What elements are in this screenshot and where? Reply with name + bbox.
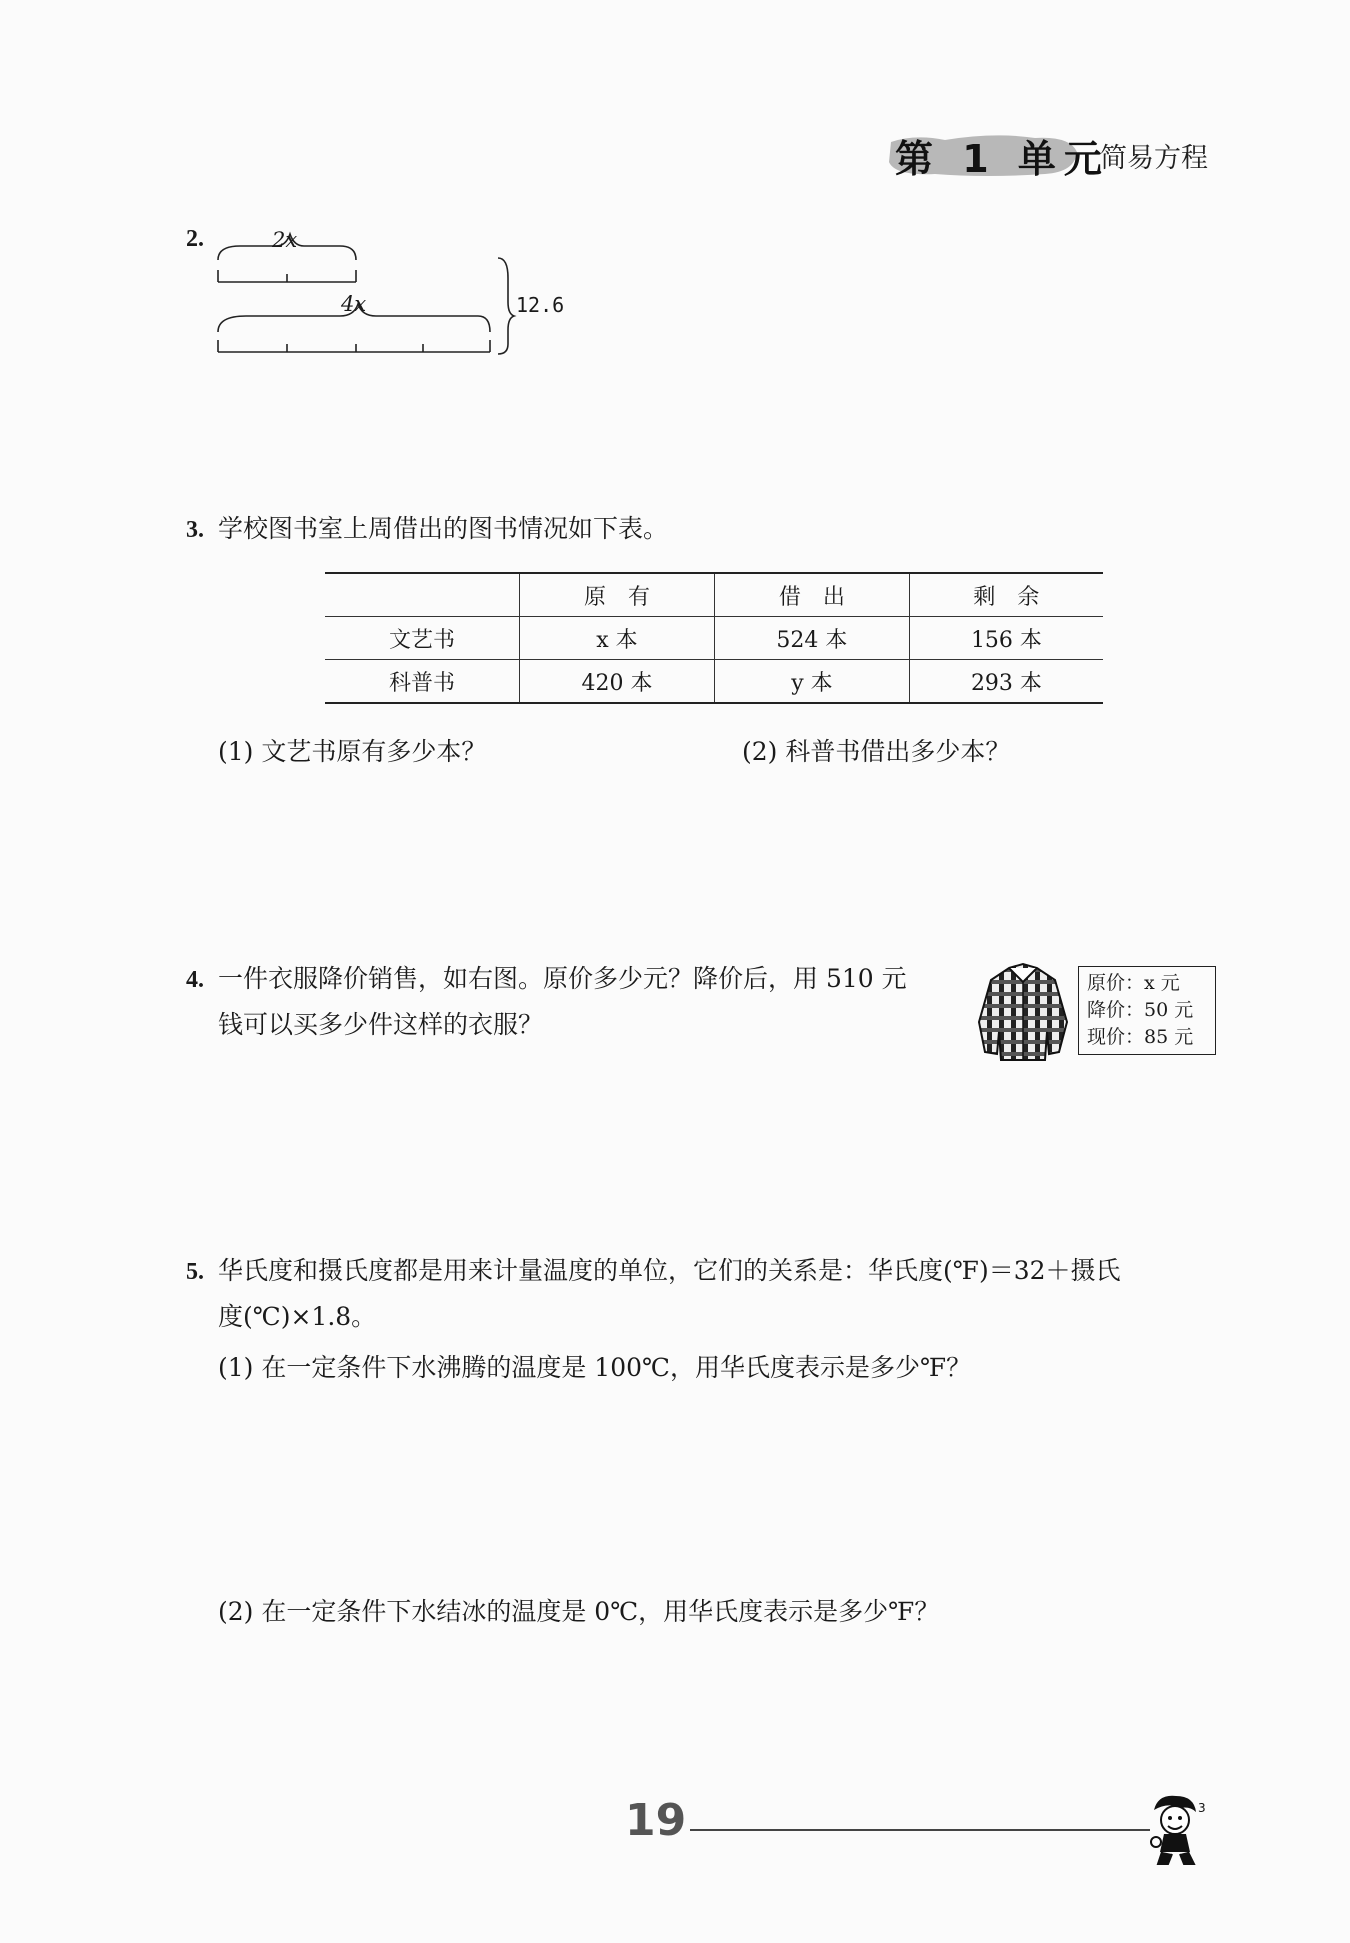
table-header-cell <box>325 573 520 617</box>
unit-title: 第 1 单元 <box>895 137 1110 181</box>
svg-text:3: 3 <box>1198 1801 1206 1815</box>
table-cell: x 本 <box>520 617 715 660</box>
table-header-cell: 原 有 <box>520 573 715 617</box>
question-5-sub-1: (1) 在一定条件下水沸腾的温度是 100℃，用华氏度表示是多少℉？ <box>218 1353 972 1382</box>
price-discount: 降价：50 元 <box>1087 999 1194 1021</box>
shirt-icon <box>975 962 1071 1064</box>
label-2x: 2x <box>272 228 298 252</box>
library-table <box>325 572 1103 704</box>
table-cell: 文艺书 <box>325 617 520 660</box>
footer-divider <box>690 1829 1150 1831</box>
price-original: 原价：x 元 <box>1087 972 1180 994</box>
question-5-sub-2: (2) 在一定条件下水结冰的温度是 0℃，用华氏度表示是多少℉？ <box>218 1597 940 1626</box>
question-3-text: 学校图书室上周借出的图书情况如下表。 <box>218 514 669 543</box>
price-current: 现价：85 元 <box>1087 1026 1194 1048</box>
table-header-cell: 剩 余 <box>909 573 1103 617</box>
table-cell: 156 本 <box>909 617 1103 660</box>
table-row <box>325 617 1103 660</box>
unit-topic: 简易方程 <box>1100 143 1208 174</box>
right-brace <box>498 258 514 354</box>
question-4-line-1: 一件衣服降价销售，如右图。原价多少元？降价后，用 510 元 <box>218 964 907 993</box>
question-3-sub-1: (1) 文艺书原有多少本？ <box>218 737 487 766</box>
table-cell: 420 本 <box>520 660 715 704</box>
table-cell: 293 本 <box>909 660 1103 704</box>
table-cell: 科普书 <box>325 660 520 704</box>
question-2-number: 2. <box>186 226 204 252</box>
question-4-line-2: 钱可以买多少件这样的衣服？ <box>218 1010 544 1039</box>
cartoon-boy-icon <box>1140 1790 1210 1870</box>
question-5-line-1: 华氏度和摄氏度都是用来计量温度的单位，它们的关系是：华氏度(℉)＝32＋摄氏 <box>218 1256 1121 1285</box>
table-cell: 524 本 <box>714 617 909 660</box>
price-box <box>1078 966 1216 1055</box>
page-number: 19 <box>625 1795 687 1846</box>
question-4-number: 4. <box>186 967 204 993</box>
question-5-line-2: 度(℃)×1.8。 <box>218 1302 377 1331</box>
question-5-number: 5. <box>186 1259 204 1285</box>
table-header-cell: 借 出 <box>714 573 909 617</box>
table-row <box>325 660 1103 704</box>
label-total: 12.6 <box>516 293 565 317</box>
segment-diagram <box>210 222 570 362</box>
table-cell: y 本 <box>714 660 909 704</box>
table-header-row <box>325 573 1103 617</box>
question-3-number: 3. <box>186 517 204 543</box>
question-3-sub-2: (2) 科普书借出多少本？ <box>742 737 1011 766</box>
label-4x: 4x <box>341 292 367 316</box>
